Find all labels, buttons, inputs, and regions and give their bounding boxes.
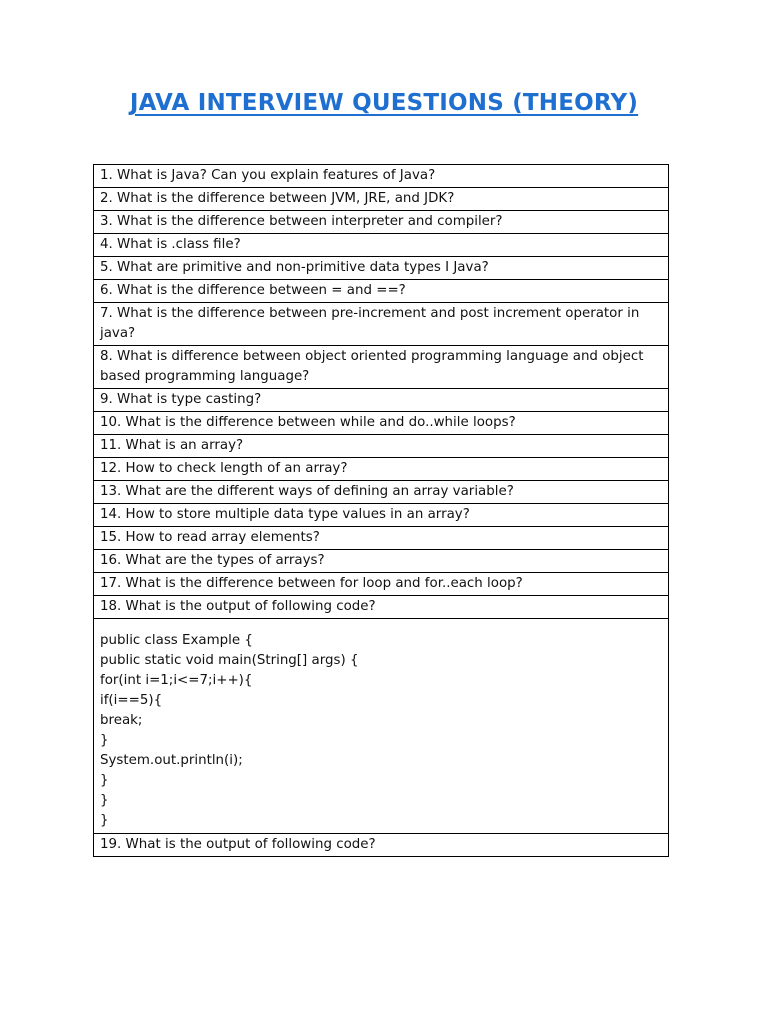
code-line: System.out.println(i); [100,753,243,768]
question-row [94,280,669,303]
question-cell: 10. What is the difference between while and do..while loops? [94,412,669,435]
code-block [94,619,669,834]
question-row [94,211,669,234]
page-title: JAVA INTERVIEW QUESTIONS (THEORY) [129,90,639,116]
question-cell: 6. What is the difference between = and ==? [94,280,669,303]
question-row [94,188,669,211]
question-cell: 16. What are the types of arrays? [94,550,669,573]
question-cell: 2. What is the difference between JVM, JRE, and JDK? [94,188,669,211]
question-cell: 11. What is an array? [94,435,669,458]
question-row [94,527,669,550]
question-cell: 1. What is Java? Can you explain features of Java? [94,165,669,188]
code-line: for(int i=1;i<=7;i++){ [100,673,253,688]
question-cell: 9. What is type casting? [94,389,669,412]
questions-table [93,164,669,857]
question-row [94,573,669,596]
question-cell: 12. How to check length of an array? [94,458,669,481]
code-line: break; [100,713,143,728]
code-line: } [100,813,109,828]
code-line: public class Example { [100,633,253,648]
question-cell: 7. What is the difference between pre-increment and post increment operator in java? [94,303,669,346]
question-row [94,412,669,435]
code-line: if(i==5){ [100,693,163,708]
question-row [94,550,669,573]
question-cell: 5. What are primitive and non-primitive data types I Java? [94,257,669,280]
question-row [94,481,669,504]
question-cell: 18. What is the output of following code? [94,596,669,619]
code-line: } [100,773,109,788]
question-row [94,346,669,389]
question-cell: 19. What is the output of following code? [94,834,669,857]
question-row [94,504,669,527]
question-row [94,303,669,346]
question-cell: 3. What is the difference between interpreter and compiler? [94,211,669,234]
question-row [94,389,669,412]
question-row [94,165,669,188]
question-row [94,596,669,619]
question-cell: 4. What is .class file? [94,234,669,257]
question-cell: 15. How to read array elements? [94,527,669,550]
question-row [94,435,669,458]
question-cell: 8. What is difference between object oriented programming language and object based programming language? [94,346,669,389]
code-line: } [100,733,109,748]
question-row [94,834,669,857]
question-cell: 17. What is the difference between for loop and for..each loop? [94,573,669,596]
question-row [94,234,669,257]
question-row [94,458,669,481]
question-cell: 13. What are the different ways of defining an array variable? [94,481,669,504]
code-row [94,619,669,834]
question-row [94,257,669,280]
question-cell: 14. How to store multiple data type values in an array? [94,504,669,527]
code-line: } [100,793,109,808]
code-line: public static void main(String[] args) { [100,653,359,668]
